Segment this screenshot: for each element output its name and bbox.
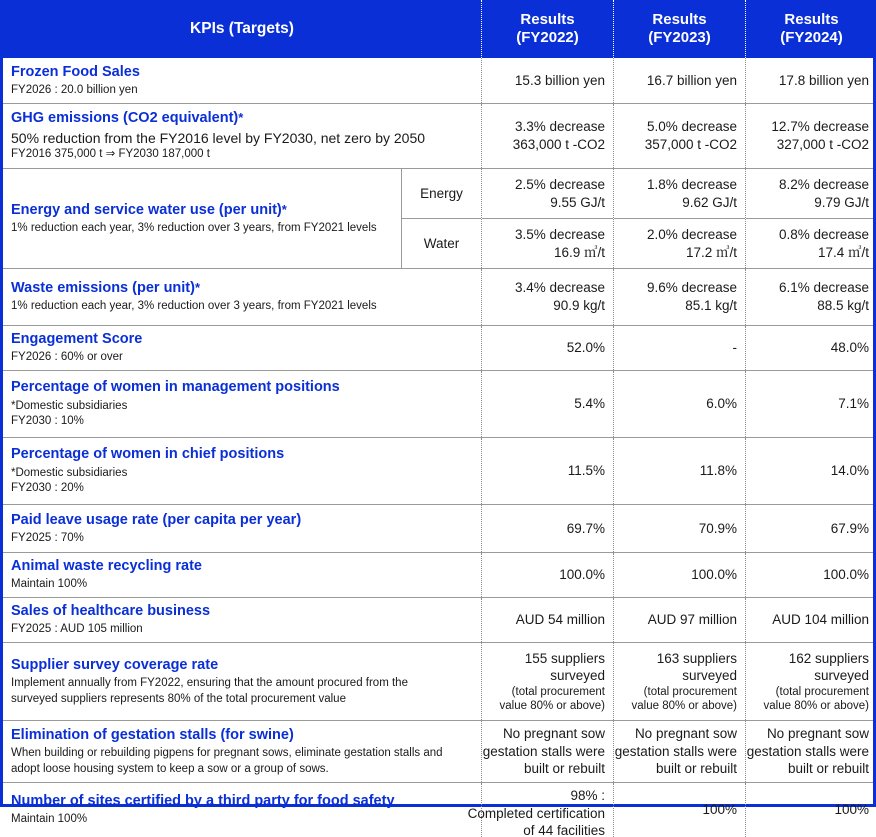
result-cell-energy bbox=[482, 169, 613, 218]
result-value-line: 17.8 billion yen bbox=[778, 72, 869, 88]
result-cell bbox=[746, 505, 873, 552]
result-column bbox=[745, 721, 873, 782]
result-cell bbox=[614, 505, 745, 552]
result-value-line: 3.4% decrease bbox=[514, 280, 605, 296]
kpi-target-note: FY2016 375,000 t ⇒ FY2030 187,000 t bbox=[11, 148, 210, 161]
header-fy2024-line1: Results bbox=[784, 11, 839, 28]
result-value-line: 16.7 billion yen bbox=[646, 72, 737, 88]
result-cell bbox=[614, 326, 745, 370]
result-value-line: 1.8% decrease bbox=[646, 176, 737, 192]
kpi-subcategory-label: Energy bbox=[420, 186, 463, 201]
kpi-cell bbox=[3, 269, 481, 325]
kpi-cell bbox=[3, 169, 402, 268]
result-cell-water bbox=[746, 218, 873, 268]
kpi-title: Engagement Score bbox=[11, 331, 143, 348]
result-value-line: 70.9% bbox=[698, 520, 737, 536]
header-cell-fy2024 bbox=[745, 0, 876, 58]
table-row bbox=[3, 552, 873, 597]
result-value-line: 52.0% bbox=[566, 340, 605, 356]
result-cell bbox=[614, 104, 745, 168]
table-row bbox=[3, 168, 873, 268]
result-column bbox=[481, 598, 613, 642]
result-value-line: No pregnant sow bbox=[634, 726, 737, 742]
result-column bbox=[613, 326, 745, 370]
result-value-line: 100.0% bbox=[559, 567, 605, 583]
result-value-line: 9.79 GJ/t bbox=[814, 194, 869, 210]
result-column bbox=[481, 104, 613, 168]
result-value-line: - bbox=[732, 340, 737, 356]
table-row bbox=[3, 597, 873, 642]
kpi-target-note: FY2025 : 70% bbox=[11, 531, 84, 544]
result-value-line: 7.1% bbox=[838, 396, 869, 412]
kpi-cell bbox=[3, 505, 481, 552]
result-column bbox=[481, 721, 613, 782]
result-column bbox=[613, 721, 745, 782]
result-cell bbox=[746, 326, 873, 370]
kpi-target-note: FY2026 : 60% or over bbox=[11, 351, 123, 364]
result-column bbox=[613, 553, 745, 597]
result-cell bbox=[746, 438, 873, 504]
result-column bbox=[745, 371, 873, 437]
kpi-cell bbox=[3, 326, 481, 370]
result-value-line: 0.8% decrease bbox=[778, 226, 869, 242]
result-value-line: 69.7% bbox=[566, 520, 605, 536]
result-value-line: Completed certification bbox=[467, 805, 605, 821]
kpi-title: Percentage of women in chief positions bbox=[11, 446, 285, 463]
result-cell bbox=[482, 371, 613, 437]
result-value-line: No pregnant sow bbox=[502, 726, 605, 742]
kpi-title: Elimination of gestation stalls (for swine) bbox=[11, 726, 294, 743]
result-value-subline: (total procurement bbox=[643, 685, 737, 698]
kpi-cell bbox=[3, 721, 481, 782]
result-value-line: 15.3 billion yen bbox=[514, 72, 605, 88]
kpi-target-note: FY2030 : 10% bbox=[11, 415, 84, 428]
result-value-subline: value 80% or above) bbox=[631, 700, 737, 713]
result-value-line: 11.5% bbox=[567, 463, 605, 479]
result-cell bbox=[482, 598, 613, 642]
result-value-line: built or rebuilt bbox=[523, 761, 605, 777]
result-column bbox=[745, 438, 873, 504]
result-value-line: 327,000 t -CO2 bbox=[776, 137, 869, 152]
result-value-line: No pregnant sow bbox=[766, 726, 869, 742]
result-value-line: 357,000 t -CO2 bbox=[644, 137, 737, 152]
result-value-line: 85.1 kg/t bbox=[685, 298, 737, 313]
table-row bbox=[3, 504, 873, 552]
table-row bbox=[3, 720, 873, 782]
result-column bbox=[745, 169, 873, 268]
result-column bbox=[481, 269, 613, 325]
result-column bbox=[745, 104, 873, 168]
kpi-target-note: 1% reduction each year, 3% reduction over 3 years, from FY2021 levels bbox=[11, 300, 377, 313]
result-cell bbox=[614, 371, 745, 437]
result-value-line: surveyed bbox=[550, 668, 605, 684]
kpi-title: Sales of healthcare business bbox=[11, 603, 211, 620]
table-row bbox=[3, 103, 873, 168]
result-column bbox=[467, 783, 613, 837]
result-column bbox=[613, 438, 745, 504]
result-column bbox=[481, 326, 613, 370]
kpi-target-note: Maintain 100% bbox=[11, 578, 88, 591]
result-column bbox=[745, 643, 873, 720]
result-column bbox=[481, 553, 613, 597]
result-value-line: AUD 54 million bbox=[515, 612, 605, 628]
result-column bbox=[481, 505, 613, 552]
table-row bbox=[3, 782, 873, 837]
kpi-target-note: *Domestic subsidiaries bbox=[11, 399, 128, 412]
kpi-target-note: 1% reduction each year, 3% reduction over 3 years, from FY2021 levels bbox=[11, 221, 377, 234]
result-value-line: AUD 97 million bbox=[647, 612, 737, 628]
result-value-line: surveyed bbox=[814, 668, 869, 684]
result-value-line: AUD 104 million bbox=[772, 612, 869, 628]
kpi-target-note: *Domestic subsidiaries bbox=[11, 466, 128, 479]
result-cell bbox=[746, 598, 873, 642]
kpi-title: Supplier survey coverage rate bbox=[11, 656, 219, 673]
result-column bbox=[745, 783, 873, 837]
result-value-line: gestation stalls were bbox=[614, 743, 737, 759]
result-value-line: 16.9 ㎥/t bbox=[553, 244, 605, 260]
result-cell-energy bbox=[746, 169, 873, 218]
result-cell bbox=[746, 553, 873, 597]
result-cell bbox=[614, 643, 745, 720]
result-cell bbox=[746, 721, 873, 782]
result-value-line: 17.4 ㎥/t bbox=[817, 244, 869, 260]
result-column bbox=[613, 104, 745, 168]
kpi-title: Energy and service water use (per unit)* bbox=[11, 201, 287, 218]
result-cell bbox=[614, 438, 745, 504]
result-column bbox=[613, 169, 745, 268]
kpi-target-note: Implement annually from FY2022, ensuring that the amount procured from the bbox=[11, 677, 408, 690]
kpi-cell bbox=[3, 643, 481, 720]
kpi-target-note: FY2026 : 20.0 billion yen bbox=[11, 83, 138, 96]
table-header-row bbox=[3, 0, 873, 58]
result-cell bbox=[482, 104, 613, 168]
result-cell bbox=[482, 505, 613, 552]
table-body bbox=[3, 58, 873, 837]
result-cell bbox=[746, 371, 873, 437]
result-column bbox=[745, 505, 873, 552]
result-value-line: 162 suppliers bbox=[788, 650, 869, 666]
result-value-line: 363,000 t -CO2 bbox=[512, 137, 605, 152]
result-column bbox=[613, 269, 745, 325]
result-cell bbox=[482, 58, 613, 103]
kpi-title: Percentage of women in management positions bbox=[11, 379, 340, 396]
header-fy2023-line1: Results bbox=[652, 11, 707, 28]
result-column bbox=[613, 58, 745, 103]
result-value-line: gestation stalls were bbox=[746, 743, 869, 759]
result-value-line: 5.4% bbox=[574, 396, 605, 412]
result-value-line: 8.2% decrease bbox=[778, 176, 869, 192]
header-fy2022-line1: Results bbox=[520, 11, 575, 28]
header-cell-fy2022 bbox=[481, 0, 613, 58]
result-column bbox=[745, 58, 873, 103]
result-value-line: 155 suppliers bbox=[524, 650, 605, 666]
header-cell-kpis: KPIs (Targets) bbox=[190, 19, 294, 37]
result-column bbox=[613, 643, 745, 720]
table-row bbox=[3, 58, 873, 103]
kpi-subcategory-column bbox=[402, 169, 481, 268]
result-cell-energy bbox=[614, 169, 745, 218]
result-value-line: 100% bbox=[834, 802, 869, 818]
kpi-cell bbox=[3, 553, 481, 597]
result-value-line: of 44 facilities bbox=[523, 823, 605, 837]
result-cell bbox=[482, 721, 613, 782]
kpi-title: Animal waste recycling rate bbox=[11, 558, 202, 575]
result-value-line: built or rebuilt bbox=[655, 761, 737, 777]
result-cell bbox=[482, 643, 613, 720]
result-value-line: 9.6% decrease bbox=[646, 280, 737, 296]
result-value-line: 67.9% bbox=[830, 520, 869, 536]
result-cell bbox=[746, 783, 873, 837]
result-cell bbox=[614, 783, 745, 837]
kpi-title: Waste emissions (per unit)* bbox=[11, 280, 201, 297]
result-value-line: 98% : bbox=[570, 788, 605, 803]
result-value-subline: value 80% or above) bbox=[763, 700, 869, 713]
table-row bbox=[3, 268, 873, 325]
result-value-line: surveyed bbox=[682, 668, 737, 684]
result-column bbox=[745, 553, 873, 597]
kpi-cell bbox=[3, 104, 481, 168]
kpi-title: GHG emissions (CO2 equivalent)* bbox=[11, 110, 244, 127]
result-value-line: 9.55 GJ/t bbox=[550, 194, 605, 210]
result-column bbox=[481, 643, 613, 720]
kpi-subcategory-label: Water bbox=[402, 218, 481, 268]
table-row bbox=[3, 370, 873, 437]
result-cell bbox=[614, 269, 745, 325]
header-fy2024-line2: (FY2024) bbox=[780, 29, 843, 46]
kpi-target-note: When building or rebuilding pigpens for pregnant sows, eliminate gestation stalls and bbox=[11, 747, 443, 760]
table-row bbox=[3, 642, 873, 720]
result-cell bbox=[614, 553, 745, 597]
kpi-target-note: surveyed suppliers represents 80% of the total procurement value bbox=[11, 692, 346, 705]
result-value-line: gestation stalls were bbox=[482, 743, 605, 759]
result-column bbox=[481, 438, 613, 504]
result-value-line: 100.0% bbox=[691, 567, 737, 583]
result-value-line: built or rebuilt bbox=[787, 761, 869, 777]
result-cell-water bbox=[482, 218, 613, 268]
result-column bbox=[481, 58, 613, 103]
result-value-subline: (total procurement bbox=[511, 685, 605, 698]
result-value-subline: (total procurement bbox=[775, 685, 869, 698]
kpi-target-note: adopt loose housing system to keep a sow or a group of sows. bbox=[11, 762, 329, 775]
result-value-line: 14.0% bbox=[830, 463, 869, 479]
kpi-cell bbox=[3, 598, 481, 642]
result-column bbox=[481, 169, 613, 268]
kpi-cell bbox=[3, 783, 481, 837]
kpi-title: Paid leave usage rate (per capita per year) bbox=[11, 511, 302, 528]
header-fy2023-line2: (FY2023) bbox=[648, 29, 711, 46]
result-value-line: 12.7% decrease bbox=[771, 119, 869, 135]
result-value-line: 2.0% decrease bbox=[646, 226, 737, 242]
kpi-target-note: FY2030 : 20% bbox=[11, 482, 84, 495]
result-cell-water bbox=[614, 218, 745, 268]
result-value-line: 48.0% bbox=[830, 340, 869, 356]
result-cell bbox=[614, 58, 745, 103]
result-cell bbox=[614, 721, 745, 782]
kpi-target-note: 50% reduction from the FY2016 level by FY2030, net zero by 2050 bbox=[11, 130, 426, 147]
result-column bbox=[613, 598, 745, 642]
result-cell bbox=[746, 58, 873, 103]
kpi-cell bbox=[3, 438, 481, 504]
result-value-line: 2.5% decrease bbox=[514, 176, 605, 192]
kpi-asterisk: * bbox=[281, 201, 287, 217]
kpi-asterisk: * bbox=[194, 280, 201, 296]
result-cell bbox=[746, 104, 873, 168]
kpi-target-note: Maintain 100% bbox=[11, 813, 88, 826]
result-value-line: 6.0% bbox=[706, 396, 737, 412]
result-value-line: 100.0% bbox=[823, 567, 869, 583]
result-cell bbox=[614, 598, 745, 642]
result-value-line: 100% bbox=[702, 802, 737, 818]
result-value-line: 17.2 ㎥/t bbox=[685, 244, 737, 260]
result-column bbox=[613, 783, 745, 837]
result-column bbox=[613, 371, 745, 437]
result-column bbox=[481, 371, 613, 437]
result-value-line: 163 suppliers bbox=[656, 650, 737, 666]
result-cell bbox=[746, 643, 873, 720]
result-value-subline: value 80% or above) bbox=[499, 700, 605, 713]
result-value-line: 11.8% bbox=[699, 463, 737, 479]
kpi-cell bbox=[3, 58, 481, 103]
result-value-line: 5.0% decrease bbox=[646, 119, 737, 135]
result-cell bbox=[482, 269, 613, 325]
result-value-line: 6.1% decrease bbox=[778, 280, 869, 296]
header-cell-fy2023 bbox=[613, 0, 745, 58]
result-cell bbox=[746, 269, 873, 325]
result-value-line: 3.3% decrease bbox=[514, 119, 605, 135]
table-row bbox=[3, 437, 873, 504]
result-cell bbox=[482, 438, 613, 504]
table-row bbox=[3, 325, 873, 370]
result-value-line: 9.62 GJ/t bbox=[682, 194, 737, 210]
result-column bbox=[745, 598, 873, 642]
result-cell bbox=[482, 326, 613, 370]
kpi-asterisk: * bbox=[238, 110, 244, 126]
kpi-title: Frozen Food Sales bbox=[11, 63, 140, 80]
result-cell bbox=[482, 553, 613, 597]
result-cell bbox=[467, 783, 613, 837]
header-fy2022-line2: (FY2022) bbox=[516, 29, 579, 46]
result-column bbox=[745, 269, 873, 325]
kpi-title: Number of sites certified by a third party for food safety bbox=[11, 793, 395, 810]
result-value-line: 3.5% decrease bbox=[514, 226, 605, 242]
result-value-line: 88.5 kg/t bbox=[817, 298, 869, 313]
result-column bbox=[613, 505, 745, 552]
kpi-cell bbox=[3, 371, 481, 437]
kpi-target-note: FY2025 : AUD 105 million bbox=[11, 623, 143, 636]
result-value-line: 90.9 kg/t bbox=[553, 298, 605, 313]
result-column bbox=[745, 326, 873, 370]
